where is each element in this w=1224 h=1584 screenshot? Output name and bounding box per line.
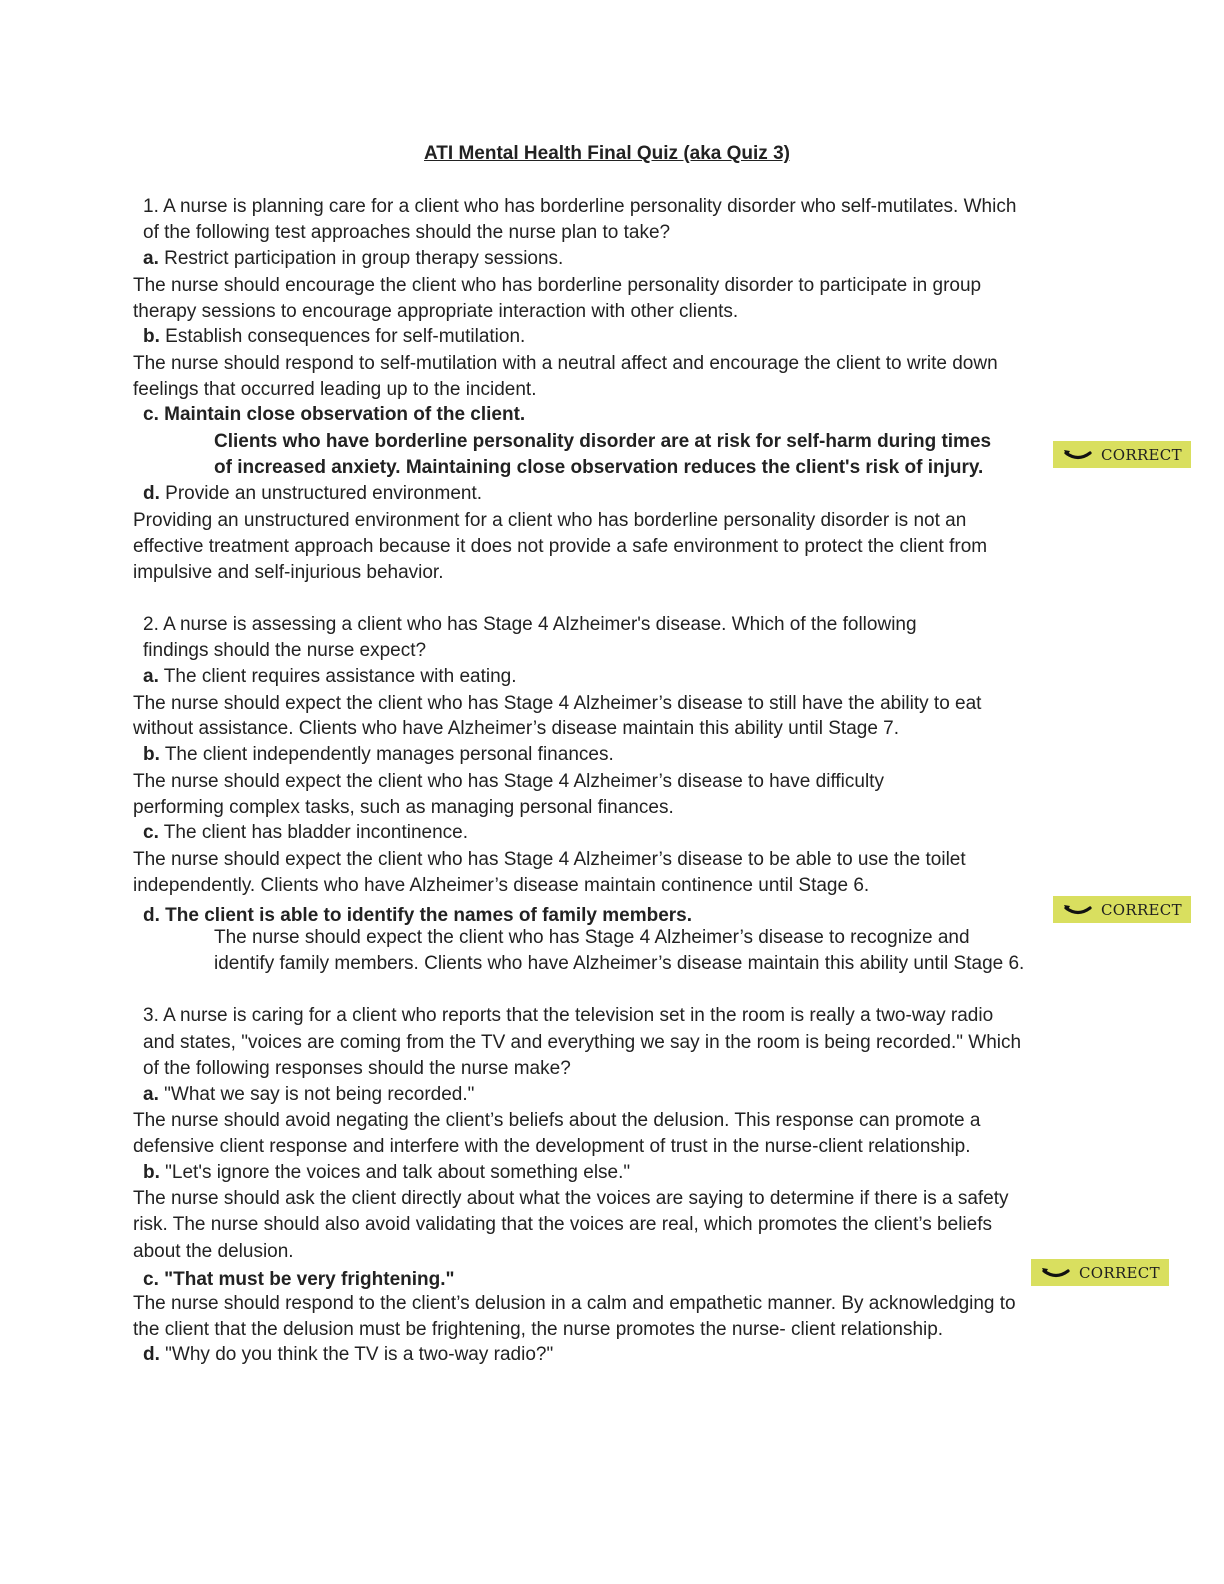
option-b [143,1162,630,1184]
rationale: therapy sessions to encourage appropriate interaction with other clients. [133,301,739,322]
rationale: risk. The nurse should also avoid validating that the voices are real, which promotes the client’s beliefs [133,1214,992,1235]
rationale: The nurse should respond to self-mutilation with a neutral affect and encourage the client to write down [133,353,998,374]
option-letter: b. [143,744,160,765]
question-stem: of the following test approaches should the nurse plan to take? [143,222,671,243]
question-stem: 3. A nurse is caring for a client who reports that the television set in the room is really a two-way radio [143,1005,994,1026]
option-text: "What we say is not being recorded." [164,1084,475,1105]
option-b [143,326,525,348]
option-text: Maintain close observation of the client. [164,404,526,425]
rationale: of increased anxiety. Maintaining close observation reduces the client's risk of injury. [214,457,984,478]
rationale: The nurse should expect the client who has Stage 4 Alzheimer’s disease to still have the ability to eat [133,693,982,714]
option-text: Restrict participation in group therapy sessions. [164,248,564,269]
rationale: The nurse should expect the client who has Stage 4 Alzheimer’s disease to have difficulty [133,771,884,792]
rationale: independently. Clients who have Alzheimer’s disease maintain continence until Stage 6. [133,875,870,896]
option-letter: d. [143,483,160,504]
rationale: Clients who have borderline personality disorder are at risk for self-harm during times [214,431,992,452]
correct-badge [1053,896,1191,923]
rationale: The nurse should expect the client who has Stage 4 Alzheimer’s disease to recognize and [214,927,970,948]
document-title: ATI Mental Health Final Quiz (aka Quiz 3) [424,143,790,164]
rationale: Providing an unstructured environment for a client who has borderline personality disorder is not an [133,510,967,531]
rationale: effective treatment approach because it does not provide a safe environment to protect the client from [133,536,988,557]
rationale: The nurse should respond to the client’s delusion in a calm and empathetic manner. By acknowledging to [133,1293,1016,1314]
option-letter: a. [143,1084,159,1105]
option-text: Provide an unstructured environment. [165,483,483,504]
option-text: The client is able to identify the names of family members. [165,905,693,926]
option-d [143,483,482,505]
option-c [143,822,468,844]
rationale: about the delusion. [133,1241,294,1262]
option-letter: c. [143,404,159,425]
rationale: identify family members. Clients who have Alzheimer’s disease maintain this ability until Stage 6. [214,953,1025,974]
rationale: The nurse should expect the client who has Stage 4 Alzheimer’s disease to be able to use the toilet [133,849,966,870]
option-letter: d. [143,1344,160,1365]
option-d [143,1344,553,1366]
rationale: impulsive and self-injurious behavior. [133,562,444,583]
rationale: defensive client response and interfere with the development of trust in the nurse-client relationship. [133,1136,971,1157]
option-text: "Let's ignore the voices and talk about something else." [165,1162,631,1183]
option-letter: d. [143,905,160,926]
correct-label: CORRECT [1101,445,1182,464]
question-stem: 1. A nurse is planning care for a client who has borderline personality disorder who self-mutilates. Which [143,196,1017,217]
option-letter: a. [143,248,159,269]
correct-badge [1053,441,1191,468]
option-d-correct [143,905,692,927]
question-stem: of the following responses should the nurse make? [143,1058,571,1079]
option-text: "That must be very frightening." [164,1269,455,1290]
option-c-correct [143,1269,455,1291]
option-letter: c. [143,822,159,843]
curved-arrow-icon [1041,1266,1071,1280]
question-stem: findings should the nurse expect? [143,640,427,661]
curved-arrow-icon [1063,903,1093,917]
option-letter: b. [143,1162,160,1183]
rationale: The nurse should avoid negating the client’s beliefs about the delusion. This response can promote a [133,1110,981,1131]
option-letter: a. [143,666,159,687]
curved-arrow-icon [1063,448,1093,462]
rationale: feelings that occurred leading up to the incident. [133,379,537,400]
option-text: "Why do you think the TV is a two-way radio?" [165,1344,554,1365]
question-stem: and states, "voices are coming from the TV and everything we say in the room is being recorded." Which [143,1032,1022,1053]
option-text: The client independently manages personal finances. [164,744,614,765]
question-stem: 2. A nurse is assessing a client who has Stage 4 Alzheimer's disease. Which of the following [143,614,917,635]
option-b [143,744,614,766]
option-text: Establish consequences for self-mutilation. [165,326,526,347]
option-text: The client has bladder incontinence. [163,822,468,843]
option-c-correct [143,404,525,426]
rationale: without assistance. Clients who have Alzheimer’s disease maintain this ability until Stage 7. [133,718,900,739]
rationale: the client that the delusion must be frightening, the nurse promotes the nurse- client relationship. [133,1319,944,1340]
correct-label: CORRECT [1101,900,1182,919]
correct-badge [1031,1259,1169,1286]
option-letter: b. [143,326,160,347]
rationale: performing complex tasks, such as managing personal finances. [133,797,674,818]
rationale: The nurse should ask the client directly about what the voices are saying to determine if there is a safety [133,1188,1009,1209]
option-a [143,666,517,688]
option-text: The client requires assistance with eating. [163,666,517,687]
option-a [143,1084,474,1106]
rationale: The nurse should encourage the client who has borderline personality disorder to participate in group [133,275,982,296]
correct-label: CORRECT [1079,1263,1160,1282]
option-a [143,248,563,270]
option-letter: c. [143,1269,159,1290]
